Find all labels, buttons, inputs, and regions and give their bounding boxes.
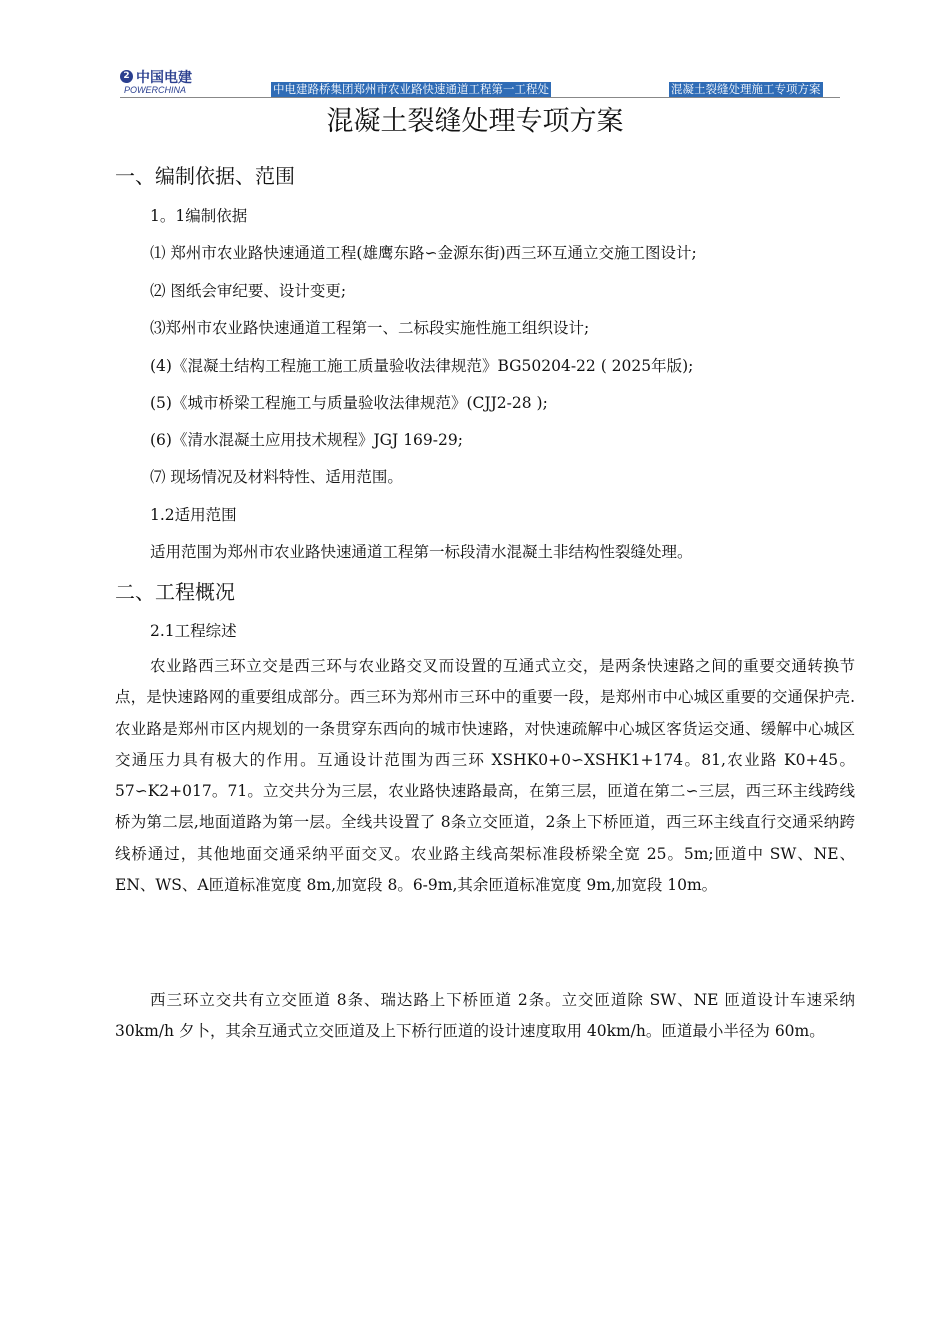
subsection-2-1-heading: 2.1工程综述 [150,622,237,640]
header-divider [120,97,840,98]
logo-text-cn: 中国电建 [136,70,192,86]
overview-paragraph-2: 西三环立交共有立交匝道 8条、瑞达路上下桥匝道 2条。立交匝道除 SW、NE 匝道设计车速采纳 30km/h 夕卜，其余互通式立交匝道及上下桥行匝道的设计速度取用 40km/h。匝道最小半径为 60m。 [115,991,855,1041]
header-document-name: 混凝土裂缝处理施工专项方案 [671,82,821,96]
basis-item-2: ⑵ 图纸会审纪要、设计变更; [150,282,347,300]
header-project-name: 中电建路桥集团郑州市农业路快速通道工程第一工程处 [273,82,549,96]
basis-item-4: (4)《混凝土结构工程施工施工质量验收法律规范》BG50204-22 ( 2025年版); [150,357,694,375]
basis-item-7: ⑺ 现场情况及材料特性、适用范围。 [150,468,403,486]
overview-paragraph-1: 农业路西三环立交是西三环与农业路交叉而设置的互通式立交，是两条快速路之间的重要交通转换节点，是快速路网的重要组成部分。西三环为郑州市三环中的重要一段，是郑州市中心城区重要的交通保护壳.农业路是郑州市区内规划的一条贯穿东西向的城市快速路，对快速疏解中心城区客货运交通、缓解中心城区交通压力具有极大的作用。互通设计范围为西三环 XSHK0+0∽XSHK1+174。81,农业路 K0+45。57∽K2+017。71。立交共分为三层，农业路快速路最高，在第三层，匝道在第二∽三层，西三环主线跨线桥为第二层,地面道路为第一层。全线共设置了 8条立交匝道，2条上下桥匝道，西三环主线直行交通采纳跨线桥通过，其他地面交通采纳平面交叉。农业路主线高架标准段桥梁全宽 25。5m;匝道中 SW、NE、EN、WS、A匝道标准宽度 8m,加宽段 8。6-9m,其余匝道标准宽度 9m,加宽段 10m。 [115,657,855,895]
page-title: 混凝土裂缝处理专项方案 [326,106,624,137]
basis-item-6: (6)《清水混凝土应用技术规程》JGJ 169-29; [150,431,463,449]
logo-text-en: POWERCHINA [124,85,187,95]
subsection-1-1-heading: 1。1编制依据 [150,207,248,225]
powerchina-logo [120,68,230,98]
subsection-1-2-heading: 1.2适用范围 [150,506,237,524]
logo-emblem-icon: 2 [120,70,133,83]
scope-text: 适用范围为郑州市农业路快速通道工程第一标段清水混凝土非结构性裂缝处理。 [150,543,693,561]
basis-item-3: ⑶郑州市农业路快速通道工程第一、二标段实施性施工组织设计; [150,319,590,337]
basis-item-1: ⑴ 郑州市农业路快速通道工程(雄鹰东路∽金源东街)西三环互通立交施工图设计; [150,244,697,262]
section-1-heading: 一、编制依据、范围 [115,164,295,188]
section-2-heading: 二、工程概况 [115,580,235,604]
basis-item-5: (5)《城市桥梁工程施工与质量验收法律规范》(CJJ2-28 ); [150,394,548,412]
